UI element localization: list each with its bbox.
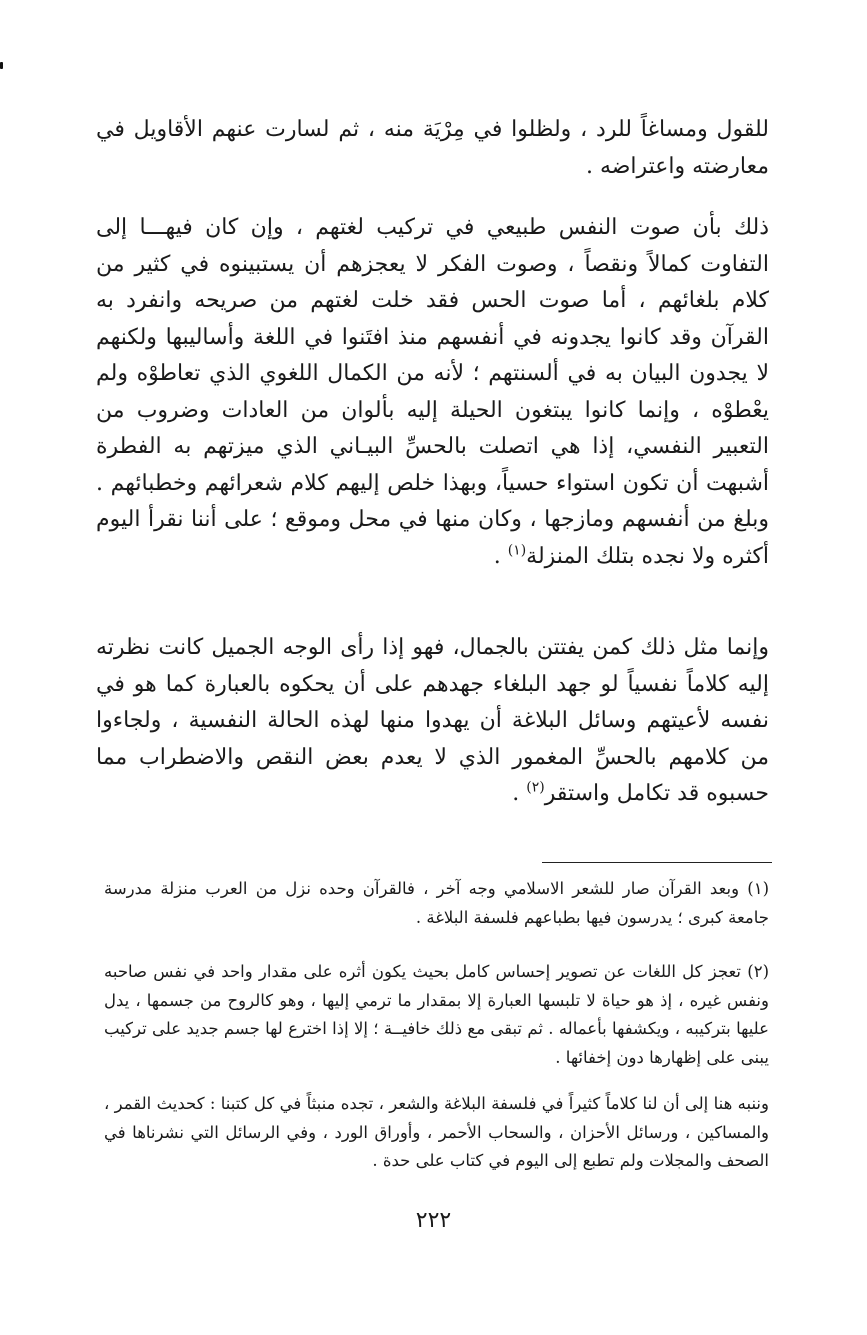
footnote-1-text: (١) وبعد القرآن صار للشعر الاسلامي وجه آخر ، فالقرآن وحده نزل من العرب منزلة مدرسة جامعة كبرى ؛ يدرسون فيها بطباعهم فلسفة البلاغة . [104, 879, 769, 927]
footnote-2-continuation [104, 1090, 769, 1176]
footnote-ref-2[interactable]: (٢) [526, 779, 545, 796]
footnote-divider [542, 862, 772, 863]
paragraph-2 [96, 210, 769, 575]
paragraph-2-body: ذلك بأن صوت النفس طبيعي في تركيب لغتهم ، وإن كان فيهـــا إلى التفاوت كمالاً ونقصاً ، وصوت الفكر لا يعجزهم أن يستبينوه في كثير من كلام بلغائهم ، أما صوت الحس فقد خلت لغتهم من صريحه وانفرد به القرآن وقد كانوا يجدونه في أنفسهم منذ افتَنوا في اللغة وأساليبها ولكنهم لا يجدون البيان به في ألسنتهم ؛ لأنه من الكمال اللغوي الذي تعاطوْه ولم يعْطوْه ، وإنما كانوا يبتغون الحيلة إليه بألوان من العادات وضروب من التعبير النفسي، إذا هي اتصلت بالحسِّ البيـاني الذي ميزتهم به الفطرة أشبهت أن تكون استواء حسياً، وبهذا خلص إليهم كلام شعرائهم وخطبائهم . وبلغ من أنفسهم ومازجها ، وكان منها في محل وموقع ؛ على أننا نقرأ اليوم أكثره ولا نجده بتلك المنزلة [96, 215, 769, 569]
page-number: ٢٢٢ [415, 1208, 452, 1233]
footnote-1 [104, 875, 769, 932]
scan-edge-mark [0, 62, 3, 69]
footnote-2 [104, 958, 769, 1072]
paragraph-1-text: للقول ومساغاً للرد ، ولظلوا في مِرْيَة منه ، ثم لسارت عنهم الأقاويل في معارضته واعتراضه . [96, 117, 769, 179]
paragraph-3-end: . [512, 781, 527, 806]
paragraph-3-text [96, 630, 769, 813]
footnote-2-continuation-text: وننبه هنا إلى أن لنا كلاماً كثيراً في فلسفة البلاغة والشعر ، تجده منبثاً في كل كتبنا : كحديث القمر ، والمساكين ، ورسائل الأحزان ، والسحاب الأحمر ، وأوراق الورد ، وفي الرسائل التي نشرناها في الصحف والمجلات ولم تطبع إلى اليوم في كتاب على حدة . [104, 1094, 769, 1170]
paragraph-2-text [96, 210, 769, 575]
paragraph-2-end: . [493, 543, 508, 569]
footnote-ref-1[interactable]: (١) [507, 542, 527, 559]
paragraph-3 [96, 630, 769, 813]
footnote-2-text: (٢) تعجز كل اللغات عن تصوير إحساس كامل بحيث يكون أثره على مقدار واحد في نفس صاحبه ونفس غيره ، إذ هو حياة لا تلبسها العبارة إلا بمقدار ما ترمي إليها ، وهو كالروح من جسمها ، يدل عليها بتركيبه ، ويكشفها بأعماله . ثم تبقى مع ذلك خافيــة ؛ إلا إذا اخترع لها جسم جديد على تركيب يبنى على إظهارها دون إخفائها . [104, 962, 769, 1067]
paragraph-3-body: وإنما مثل ذلك كمن يفتتن بالجمال، فهو إذا رأى الوجه الجميل كانت نظرته إليه كلاماً نفسياً لو جهد البلغاء جهدهم على أن يحكوه بالعبارة كما هو في نفسه لأعيتهم وسائل البلاغة أن يهدوا منها لهذه الحالة النفسية ، ولجاءوا من كلامهم بالحسِّ المغمور الذي لا يعدم بعض النقص والاضطراب مما حسبوه قد تكامل واستقر [96, 635, 770, 806]
paragraph-1 [96, 112, 769, 185]
